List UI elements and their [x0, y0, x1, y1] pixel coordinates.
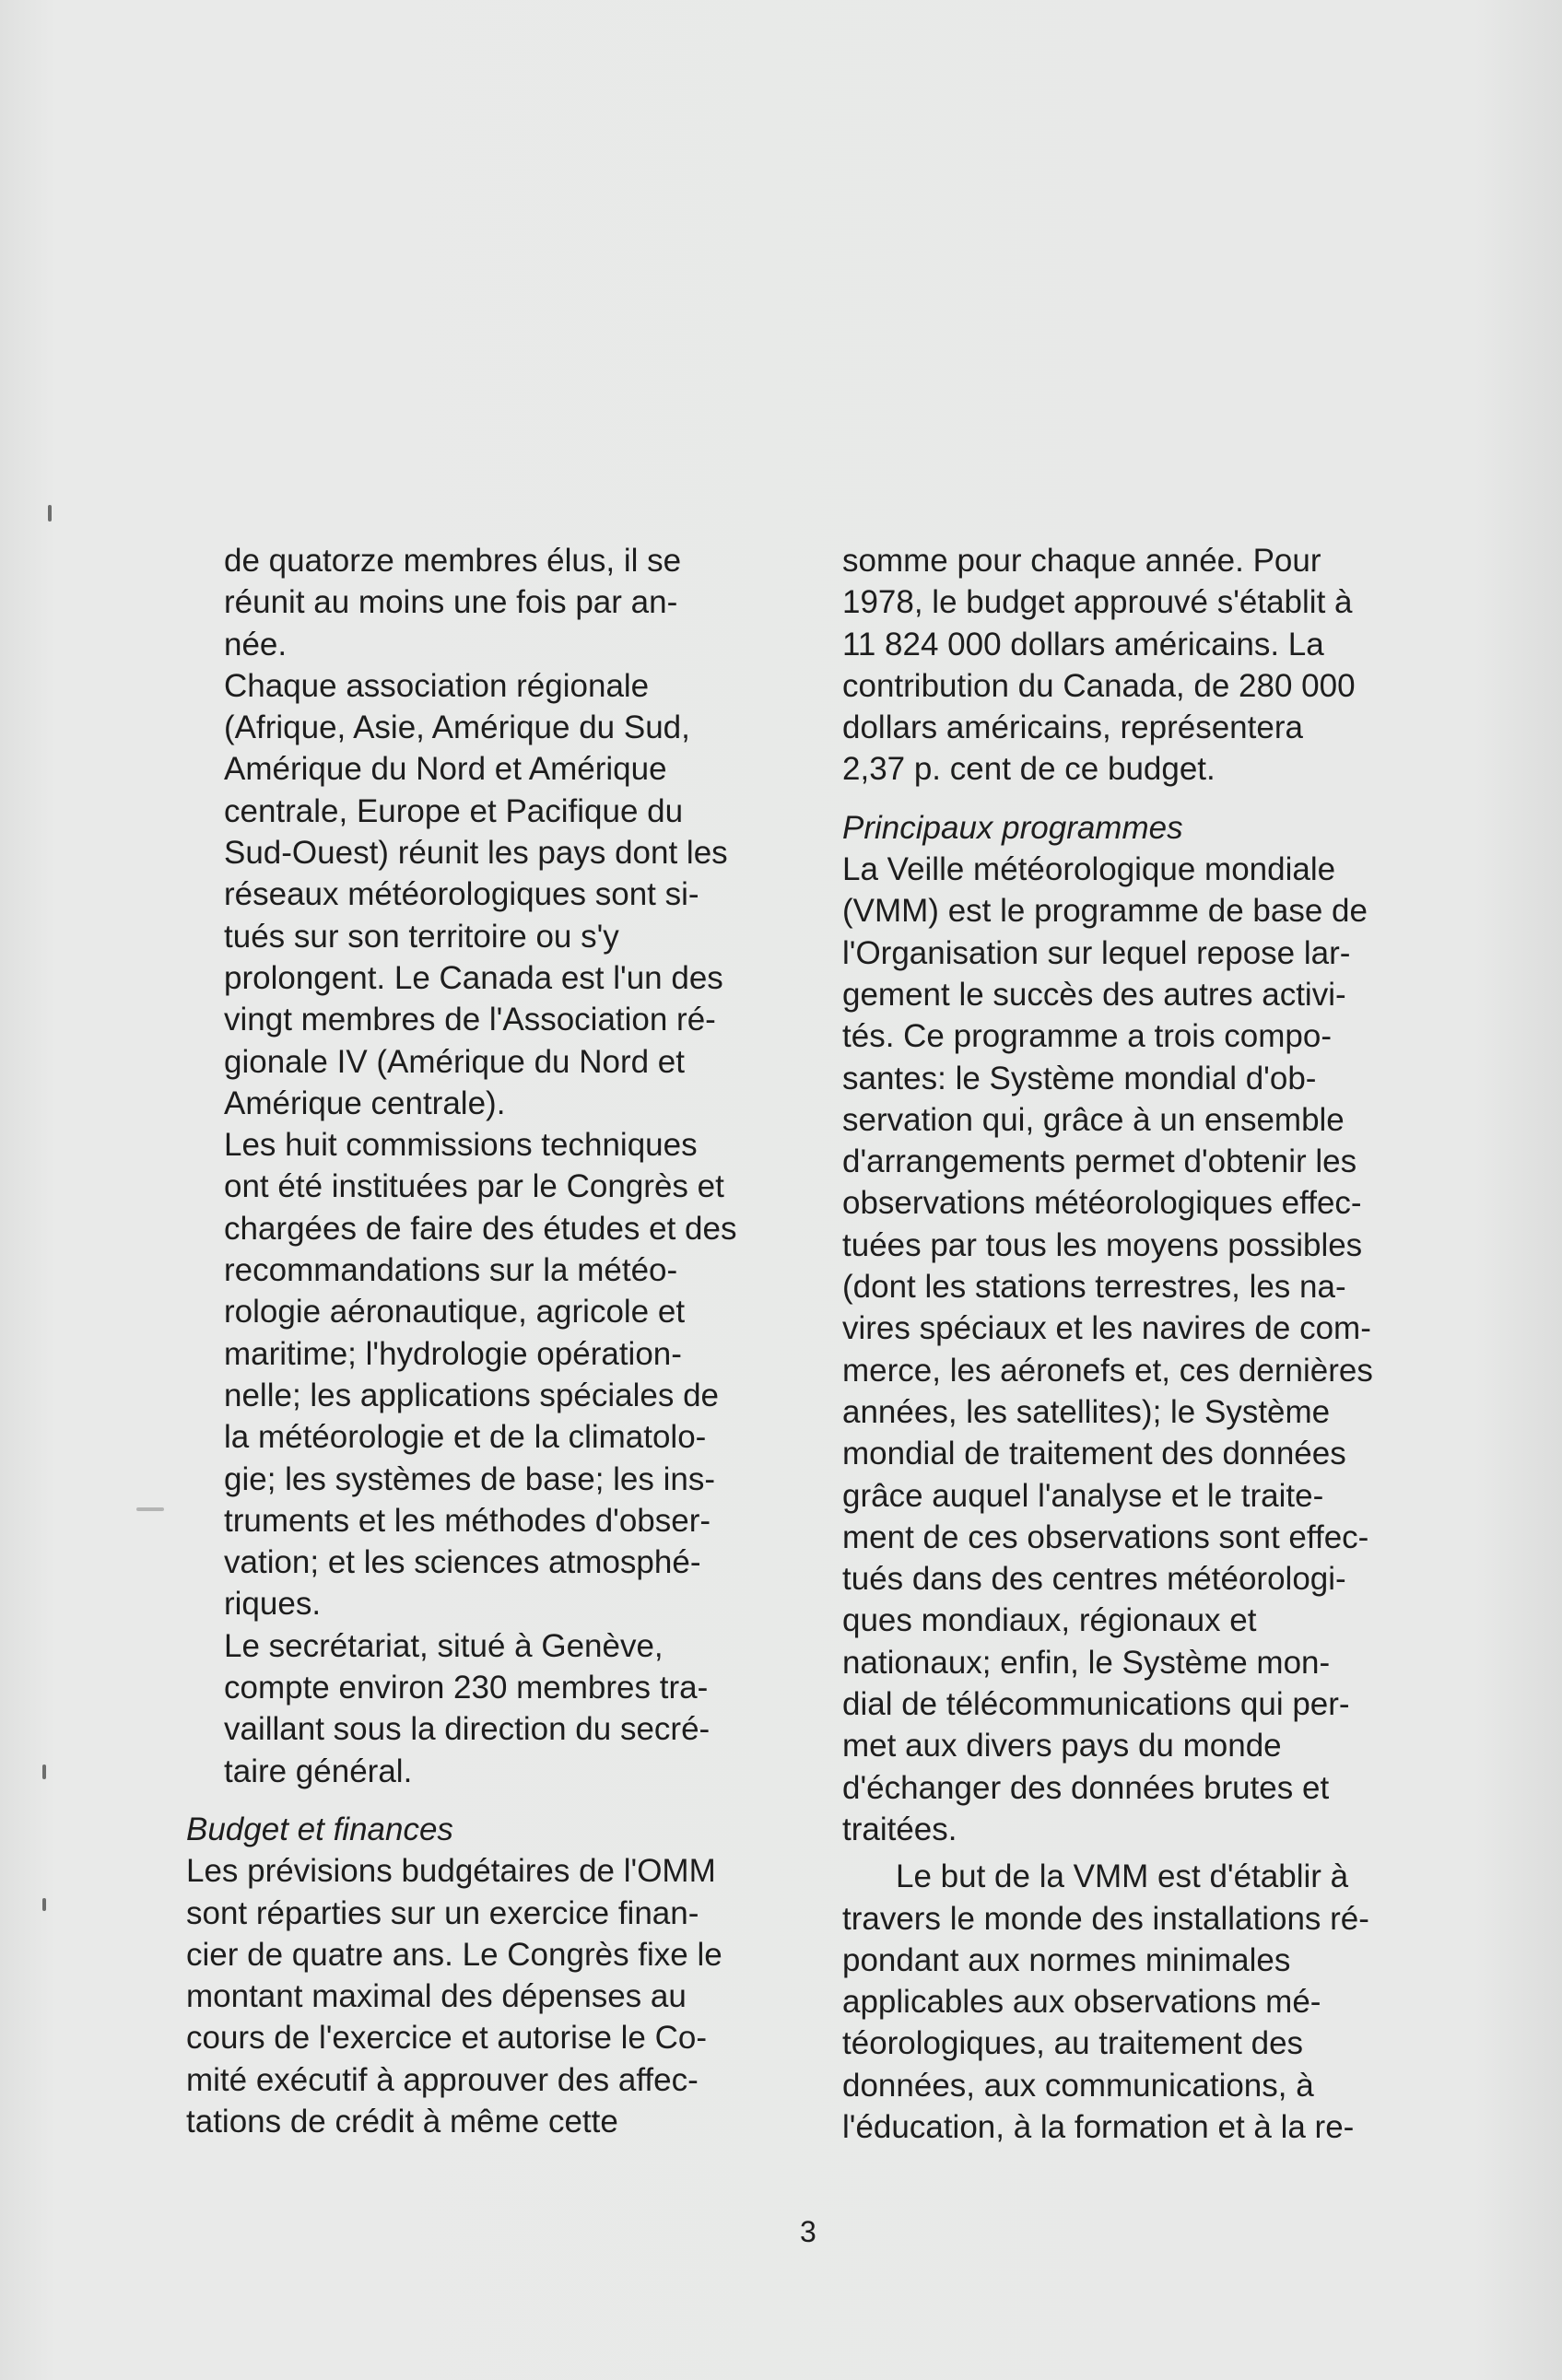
- text-line: gionale IV (Amérique du Nord et: [224, 1043, 685, 1080]
- text-line: travers le monde des installations ré-: [842, 1900, 1369, 1937]
- section-programmes: [842, 807, 1469, 1850]
- text-line: née.: [224, 626, 288, 662]
- text-line: applicables aux observations mé-: [842, 1984, 1321, 2021]
- paragraph-vmm-goal: [842, 1856, 1469, 2148]
- section-gap: [842, 791, 1469, 807]
- text-line: riques.: [224, 1586, 322, 1623]
- text-line: nelle; les applications spéciales de: [224, 1377, 719, 1413]
- text-line: rologie aéronautique, agricole et: [224, 1294, 686, 1331]
- text-line: traitées.: [842, 1811, 957, 1847]
- text-line: sont réparties sur un exercice finan-: [186, 1894, 699, 1931]
- text-line: truments et les méthodes d'obser-: [224, 1502, 711, 1539]
- text-line: (dont les stations terrestres, les na-: [842, 1269, 1346, 1306]
- text-line: d'arrangements permet d'obtenir les: [842, 1143, 1357, 1180]
- paragraph-regional-associations: [224, 665, 795, 1124]
- text-line: La Veille météorologique mondiale: [842, 851, 1336, 888]
- text-line: Amérique du Nord et Amérique: [224, 751, 667, 788]
- text-line: Amérique centrale).: [224, 1084, 506, 1121]
- text-line: mondial de traitement des données: [842, 1436, 1346, 1472]
- section-budget: [186, 1809, 795, 2142]
- section-heading-budget: Budget et finances: [186, 1811, 453, 1847]
- scan-speck: [48, 505, 52, 522]
- text-line: cours de l'exercice et autorise le Co-: [186, 2020, 707, 2057]
- text-line: dollars américains, représentera: [842, 709, 1303, 746]
- section-heading-programmes: Principaux programmes: [842, 809, 1183, 846]
- paragraph-intro: [224, 540, 795, 665]
- text-line: observations météorologiques effec-: [842, 1185, 1362, 1222]
- text-line: tations de crédit à même cette: [186, 2103, 618, 2140]
- text-line: contribution du Canada, de 280 000: [842, 667, 1356, 704]
- text-line: nationaux; enfin, le Système mon-: [842, 1644, 1331, 1681]
- text-line: téorologiques, au traitement des: [842, 2025, 1304, 2062]
- text-line: vation; et les sciences atmosphé-: [224, 1544, 701, 1581]
- text-line: vingt membres de l'Association ré-: [224, 1002, 716, 1038]
- text-line: années, les satellites); le Système: [842, 1393, 1331, 1430]
- text-line: dial de télécommunications qui per-: [842, 1686, 1350, 1723]
- text-line: de quatorze membres élus, il se: [224, 543, 682, 579]
- text-line: servation qui, grâce à un ensemble: [842, 1101, 1345, 1138]
- paragraph-secretariat: [224, 1625, 795, 1792]
- page-number: 3: [800, 2215, 816, 2248]
- text-line: cier de quatre ans. Le Congrès fixe le: [186, 1936, 722, 1973]
- text-line: gement le succès des autres activi-: [842, 976, 1346, 1013]
- paragraph-technical-commissions: [224, 1124, 795, 1625]
- text-line: prolongent. Le Canada est l'un des: [224, 959, 723, 996]
- scan-speck: [42, 1898, 46, 1911]
- text-line: l'éducation, à la formation et à la re-: [842, 2108, 1355, 2145]
- text-line: Le but de la VMM est d'établir à: [896, 1858, 1349, 1895]
- right-column: [842, 540, 1469, 2148]
- text-line: met aux divers pays du monde: [842, 1728, 1282, 1764]
- text-line: Les prévisions budgétaires de l'OMM: [186, 1853, 716, 1890]
- text-line: santes: le Système mondial d'ob-: [842, 1060, 1317, 1096]
- text-line: maritime; l'hydrologie opération-: [224, 1335, 682, 1372]
- text-line: 2,37 p. cent de ce budget.: [842, 751, 1216, 788]
- text-line: l'Organisation sur lequel repose lar-: [842, 934, 1351, 971]
- text-line: réseaux météorologiques sont si-: [224, 876, 699, 913]
- text-line: (Afrique, Asie, Amérique du Sud,: [224, 709, 690, 746]
- text-line: tués sur son territoire ou s'y: [224, 918, 619, 955]
- text-line: centrale, Europe et Pacifique du: [224, 792, 684, 829]
- text-line: gie; les systèmes de base; les ins-: [224, 1460, 716, 1497]
- paragraph-budget-continued: [842, 540, 1469, 791]
- text-line: Le secrétariat, situé à Genève,: [224, 1627, 664, 1664]
- text-line: somme pour chaque année. Pour: [842, 543, 1321, 579]
- text-line: tés. Ce programme a trois compo-: [842, 1018, 1333, 1055]
- text-line: taire général.: [224, 1753, 413, 1789]
- text-line: recommandations sur la météo-: [224, 1252, 678, 1289]
- text-line: montant maximal des dépenses au: [186, 1978, 687, 2015]
- text-line: Chaque association régionale: [224, 667, 650, 704]
- text-line: tuées par tous les moyens possibles: [842, 1226, 1363, 1263]
- text-line: Les huit commissions techniques: [224, 1127, 698, 1164]
- text-line: ont été instituées par le Congrès et: [224, 1168, 724, 1205]
- text-line: (VMM) est le programme de base de: [842, 893, 1368, 930]
- scan-speck: [136, 1507, 164, 1511]
- text-line: réunit au moins une fois par an-: [224, 584, 678, 621]
- text-line: compte environ 230 membres tra-: [224, 1670, 709, 1706]
- text-line: ques mondiaux, régionaux et: [842, 1602, 1257, 1639]
- left-column: [186, 540, 795, 2142]
- scan-speck: [42, 1764, 46, 1779]
- text-line: 11 824 000 dollars américains. La: [842, 626, 1324, 662]
- section-gap: [224, 1792, 795, 1809]
- text-line: 1978, le budget approuvé s'établit à: [842, 584, 1353, 621]
- text-line: données, aux communications, à: [842, 2067, 1314, 2104]
- text-line: tués dans des centres météorologi-: [842, 1561, 1346, 1598]
- text-line: grâce auquel l'analyse et le traite-: [842, 1477, 1324, 1514]
- text-line: la météorologie et de la climatolo-: [224, 1419, 707, 1456]
- text-line: vaillant sous la direction du secré-: [224, 1711, 711, 1748]
- text-line: pondant aux normes minimales: [842, 1941, 1291, 1978]
- text-line: chargées de faire des études et des: [224, 1210, 737, 1247]
- text-line: ment de ces observations sont effec-: [842, 1518, 1369, 1555]
- text-line: Sud-Ouest) réunit les pays dont les: [224, 835, 728, 872]
- text-line: merce, les aéronefs et, ces dernières: [842, 1352, 1373, 1389]
- text-line: vires spéciaux et les navires de com-: [842, 1310, 1371, 1347]
- text-line: mité exécutif à approuver des affec-: [186, 2061, 699, 2098]
- text-line: d'échanger des données brutes et: [842, 1769, 1330, 1806]
